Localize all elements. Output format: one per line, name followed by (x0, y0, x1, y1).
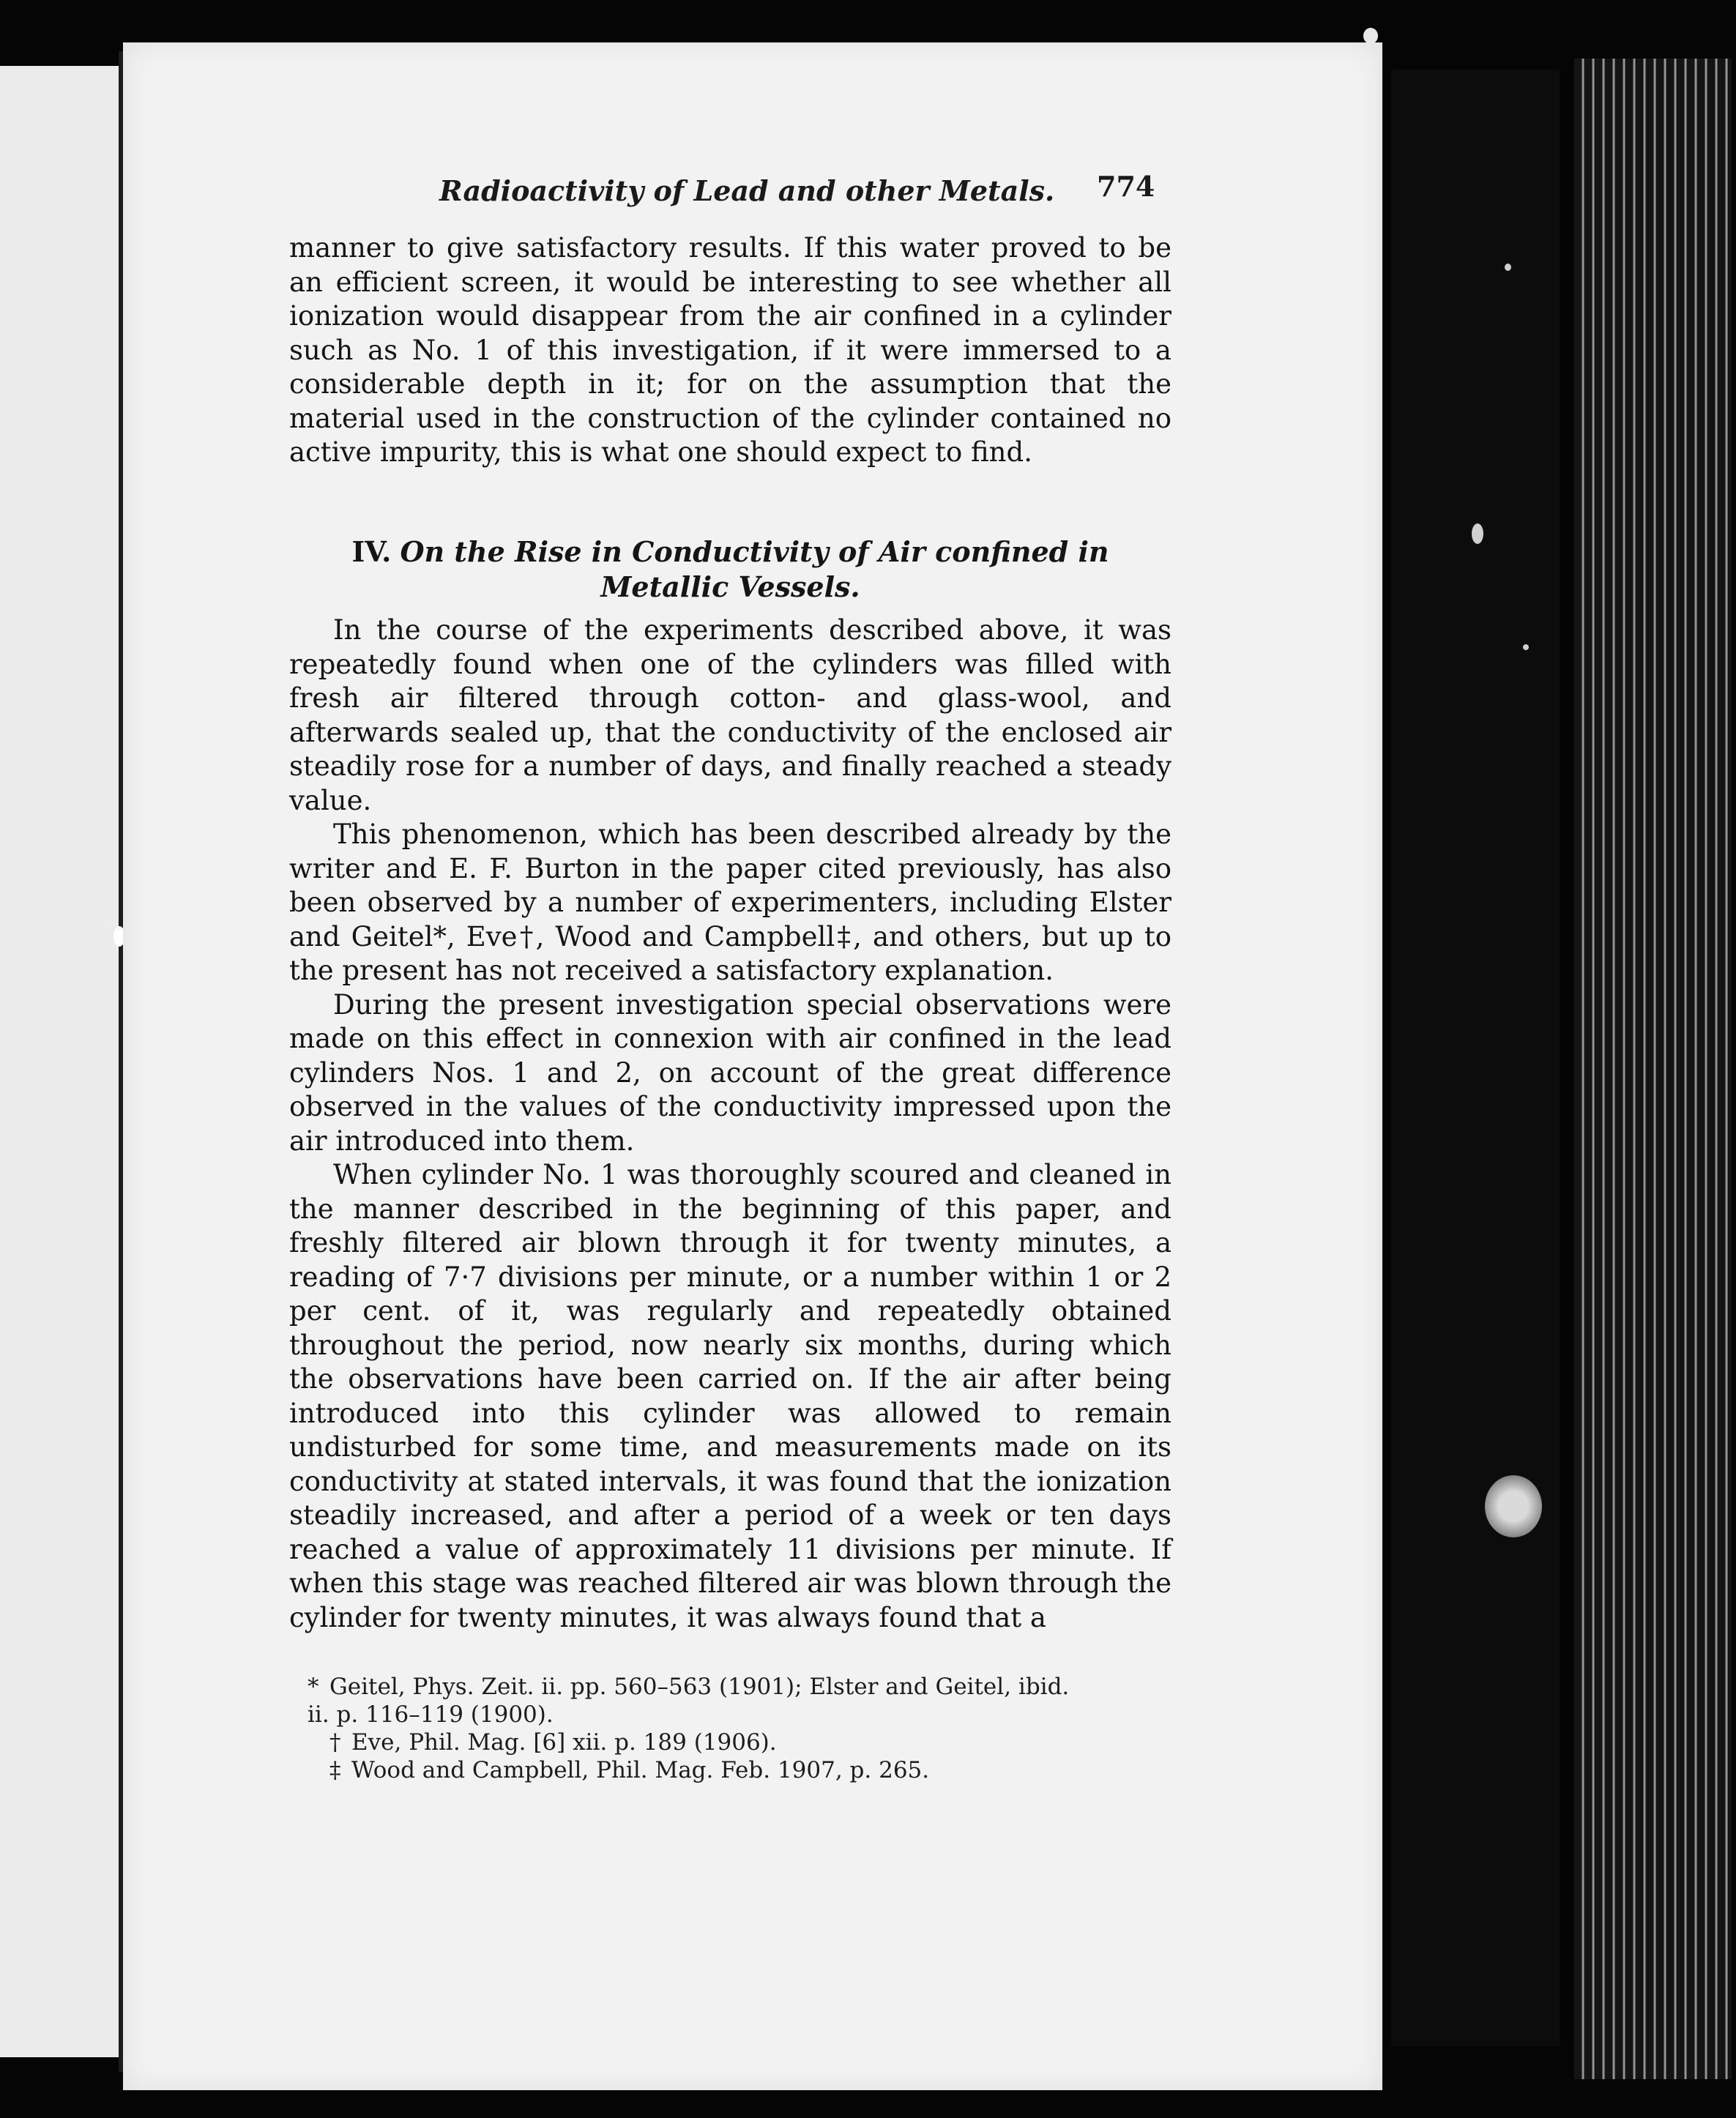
footnote (308, 1729, 1171, 1756)
section-body (289, 614, 1171, 1635)
previous-page-edge (0, 66, 122, 2057)
footnote (308, 1673, 1171, 1701)
dark-background (1391, 70, 1560, 2046)
footnotes (308, 1673, 1171, 1784)
continuation-paragraph (289, 231, 1171, 470)
footnote-text: Wood and Campbell, Phil. Mag. Feb. 1907, p. 265. (351, 1757, 930, 1783)
footnote-mark: † (329, 1729, 341, 1756)
section-title-line2: Metallic Vessels. (600, 570, 860, 603)
paragraph: In the course of the experiments described above, it was repeatedly found when one of the cylinders was filled with fresh air filtered through cotton- and glass-wool, and afterwards sealed up, that the conductivity of the enclosed air steadily rose for a number of days, and finally reached a steady value. (289, 614, 1171, 816)
scan-artifact (1485, 1475, 1542, 1537)
footnote-text: Eve, Phil. Mag. [6] xii. p. 189 (1906). (351, 1729, 777, 1756)
scan-artifact (1363, 28, 1378, 44)
section-title-line1: On the Rise in Conductivity of Air confined in (400, 535, 1109, 568)
paragraph: During the present investigation special observations were made on this effect in connexion with air confined in the lead cylinders Nos. 1 and 2, on account of the great difference observed in the values of the conductivity impressed upon the air introduced into them. (289, 988, 1171, 1157)
scan-artifact (1505, 264, 1511, 271)
scan-artifact (1523, 644, 1529, 650)
footnote-text: Geitel, Phys. Zeit. ii. pp. 560–563 (1901); Elster and Geitel, ibid. (329, 1674, 1070, 1700)
running-header-title: Radioactivity of Lead and other Metals. (439, 174, 1055, 207)
footnote-mark: * (308, 1674, 319, 1700)
page-edges-stack (1574, 59, 1732, 2079)
paragraph: When cylinder No. 1 was thoroughly scoured and cleaned in the manner described in the beginning of this paper, and freshly filtered air blown through it for twenty minutes, a reading of 7·7 divisions per minute, or a number within 1 or 2 per cent. of it, was regularly and repeatedly obtained throughout the period, now nearly six months, during which the observations have been carried on. If the air after being introduced into this cylinder was allowed to remain undisturbed for some time, and measurements made on its conductivity at stated intervals, it was found that the ionization steadily increased, and after a period of a week or ten days reached a value of approximately 11 divisions per minute. If when this stage was reached filtered air was blown through the cylinder for twenty minutes, it was always found that a (289, 1159, 1171, 1633)
paragraph: This phenomenon, which has been described already by the writer and E. F. Burton in the paper cited previously, has also been observed by a number of experimenters, including Elster and Geitel*, Eve†, Wood and Campbell‡, and others, but up to the present has not received a satisfactory explanation. (289, 819, 1171, 986)
paragraph: manner to give satisfactory results. If this water proved to be an efficient screen, it would be interesting to see whether all ionization would disappear from the air confined in a cylinder such as No. 1 of this investigation, if it were immersed to a considerable depth in it; for on the assumption that the material used in the construction of the cylinder contained no active impurity, this is what one should expect to find. (289, 232, 1171, 468)
footnote (308, 1756, 1171, 1784)
page-number: 774 (1097, 170, 1155, 203)
footnote-continuation: ii. p. 116–119 (1900). (308, 1701, 554, 1728)
section-heading (289, 534, 1171, 605)
section-number: IV. (351, 535, 392, 568)
scan-artifact (1472, 523, 1483, 544)
footnote-mark: ‡ (329, 1757, 341, 1783)
